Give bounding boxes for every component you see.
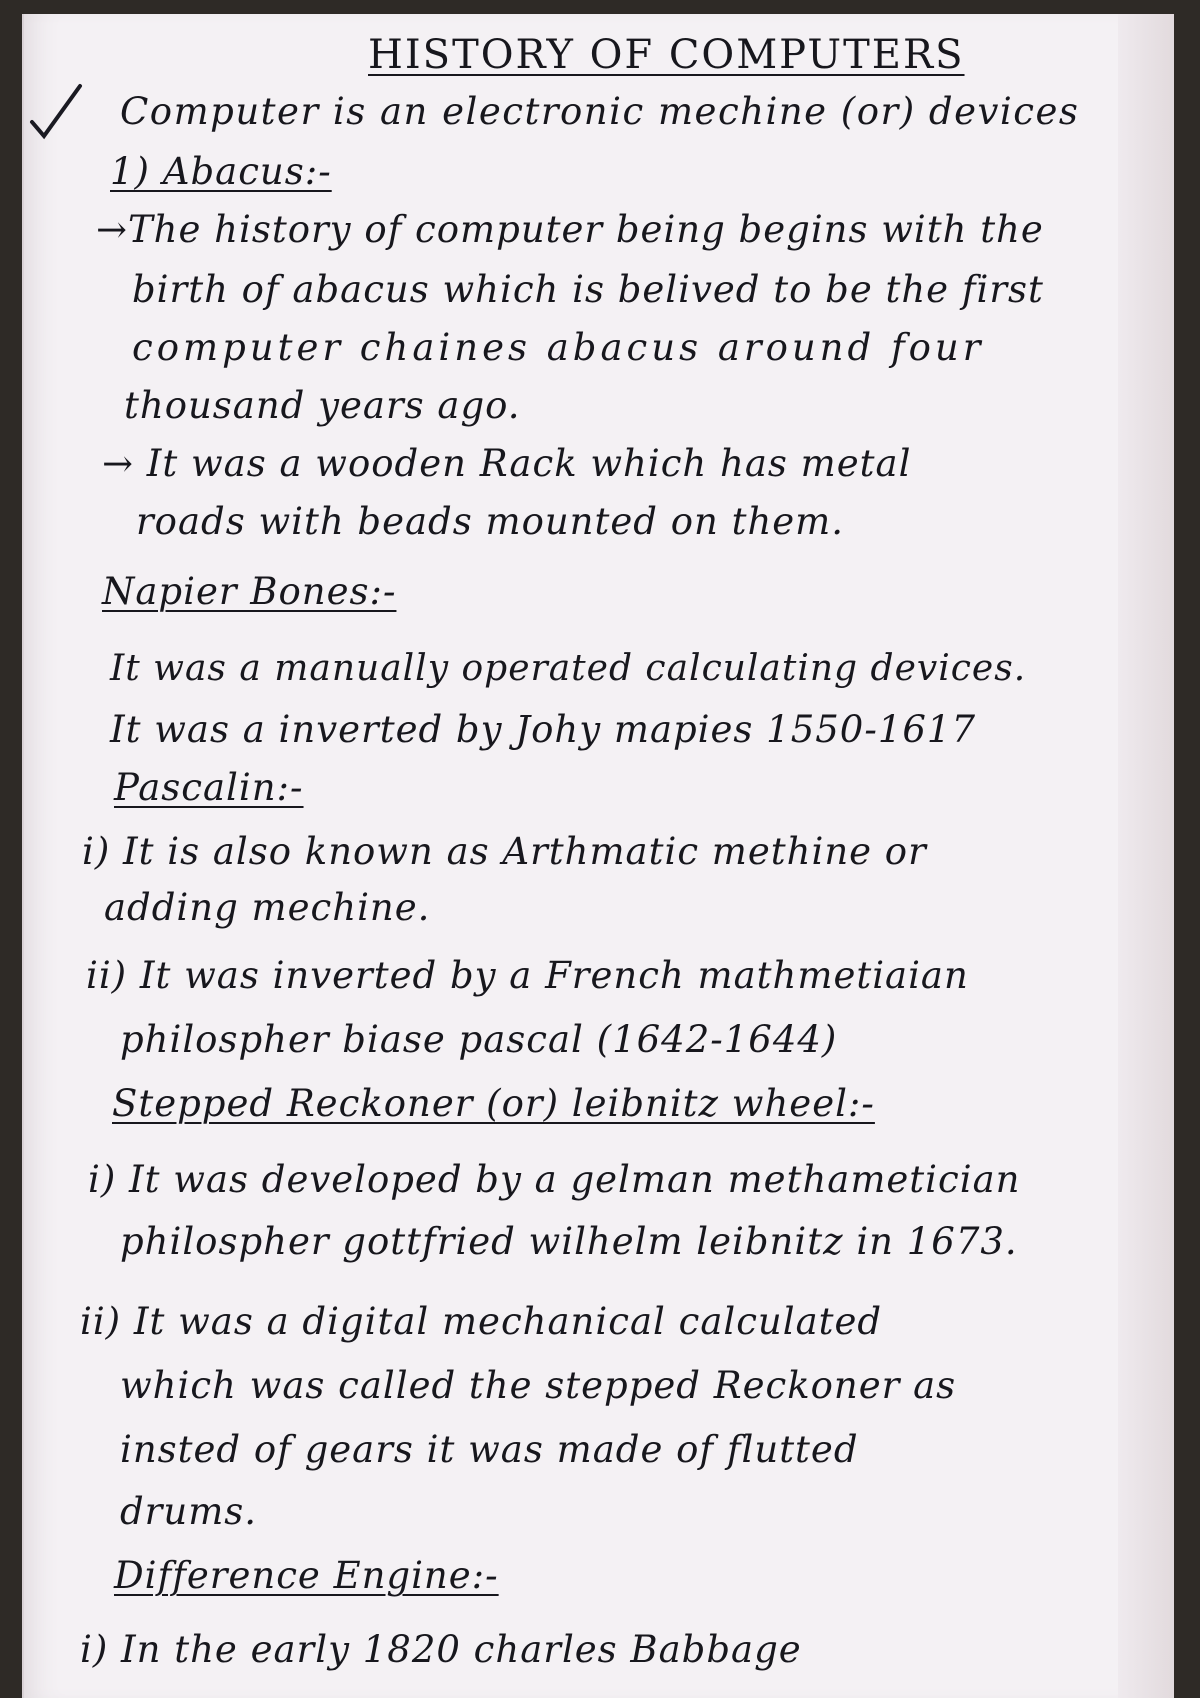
pascalin-line-2: adding mechine.	[104, 886, 431, 929]
stepped-line-3: ii) It was a digital mechanical calculated	[80, 1300, 883, 1343]
page-spine	[1118, 14, 1174, 1698]
page-title: HISTORY OF COMPUTERS	[368, 32, 965, 78]
abacus-line-5: → It was a wooden Rack which has metal	[102, 442, 912, 485]
check-mark-icon	[28, 80, 88, 150]
pascalin-line-1: i) It is also known as Arthmatic methine or	[82, 830, 927, 873]
stepped-line-2: philospher gottfried wilhelm leibnitz in 1673.	[120, 1220, 1018, 1263]
abacus-line-6: roads with beads mounted on them.	[136, 500, 845, 543]
abacus-line-2: birth of abacus which is belived to be the first	[132, 268, 1044, 311]
napier-heading: Napier Bones:-	[102, 570, 397, 613]
stepped-line-6: drums.	[120, 1490, 258, 1533]
abacus-heading: 1) Abacus:-	[110, 150, 332, 193]
stepped-line-4: which was called the stepped Reckoner as	[120, 1364, 957, 1407]
pascalin-line-3: ii) It was inverted by a French mathmetiaian	[86, 954, 969, 997]
stepped-line-1: i) It was developed by a gelman methametician	[88, 1158, 1021, 1201]
difference-engine-heading: Difference Engine:-	[114, 1554, 499, 1597]
stepped-heading: Stepped Reckoner (or) leibnitz wheel:-	[112, 1082, 875, 1125]
stepped-line-5: insted of gears it was made of flutted	[120, 1428, 859, 1471]
pascalin-line-4: philospher biase pascal (1642-1644)	[120, 1018, 838, 1061]
abacus-line-1: →The history of computer being begins with the	[96, 208, 1044, 251]
notebook-page	[22, 14, 1174, 1698]
difference-line-1: i) In the early 1820 charles Babbage	[80, 1628, 802, 1671]
abacus-line-4: thousand years ago.	[124, 384, 521, 427]
intro-line: Computer is an electronic mechine (or) devices	[120, 90, 1080, 133]
abacus-line-3: computer chaines abacus around four	[132, 326, 985, 369]
pascalin-heading: Pascalin:-	[114, 766, 304, 809]
napier-line-1: It was a manually operated calculating devices.	[110, 648, 1027, 689]
napier-line-2: It was a inverted by Johy mapies 1550-1617	[110, 708, 976, 751]
